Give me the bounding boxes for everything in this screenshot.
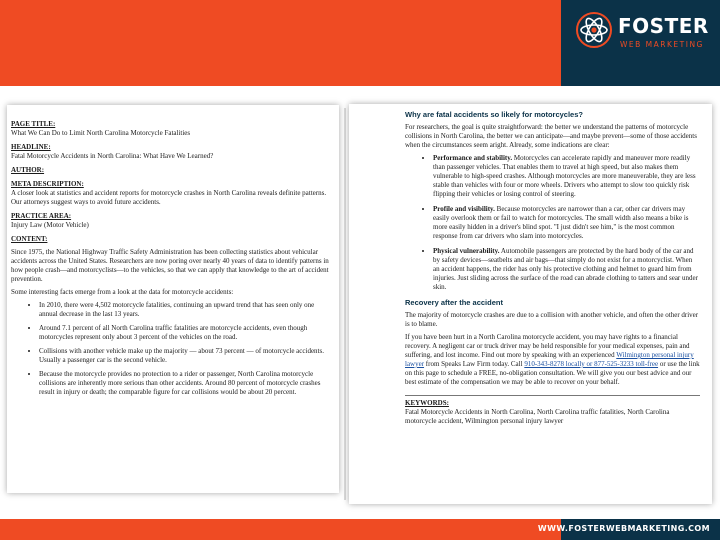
- field-content: [11, 235, 331, 244]
- field-practice-area: [11, 212, 331, 230]
- closing-text: from Speaks Law Firm today. Call: [425, 360, 523, 368]
- item-text: Motorcycles can accelerate rapidly and maneuver more readily than passenger vehicles. That enables them to travel at high speed, but also makes them vulnerable to high-speed crashes. Although motorcycles are more maneuverable, they are less stable than vehicles with four or more wheels. Drivers who attempt to slow too quickly risk flipping their vehicles or losing control of steering.: [433, 154, 696, 198]
- field-label: HEADLINE:: [11, 143, 51, 151]
- content-intro: Since 1975, the National Highway Traffic Safety Administration has been collecting statistics about vehicular accidents across the United States. Researchers are now poring over nearly 40 years of data to identify patterns in how people crash—and motorcyclists—to the vehicles, so that we can apply that knowledge to the art of accident prevention.: [11, 248, 329, 283]
- content-lead-in: Some interesting facts emerge from a look at the data for motorcycle accidents:: [11, 288, 234, 296]
- item-lead: Physical vulnerability.: [433, 247, 500, 255]
- field-page-title: [11, 120, 331, 138]
- brand-subtitle: WEB MARKETING: [620, 40, 704, 49]
- closing-text: If you have been hurt in a North Carolina motorcycle accident, you may have rights to a financial recovery. A negligent car or truck driver may be held responsible for your medical expenses, pain and suffering, and lost income. Find out more by speaking with an experienced: [405, 333, 690, 359]
- reasons-list: [405, 154, 700, 292]
- field-label: META DESCRIPTION:: [11, 180, 84, 188]
- item-lead: Performance and stability.: [433, 154, 513, 162]
- field-label: CONTENT:: [11, 235, 48, 243]
- field-author: [11, 166, 331, 175]
- list-item: [433, 154, 700, 199]
- list-item: [433, 247, 700, 292]
- field-value: What We Can Do to Limit North Carolina Motorcycle Fatalities: [11, 129, 191, 137]
- page-divider: [344, 108, 346, 500]
- field-value: Injury Law (Motor Vehicle): [11, 221, 89, 229]
- item-lead: Profile and visibility.: [433, 205, 495, 213]
- keywords-value: Fatal Motorcycle Accidents in North Carolina, North Carolina traffic fatalities, North Carolina motorcycle accident, Wilmington personal injury lawyer: [405, 408, 670, 425]
- footer-url-link[interactable]: WWW.FOSTERWEBMARKETING.COM: [537, 524, 710, 533]
- lawyer-link[interactable]: Wilmington personal injury lawyer: [405, 351, 694, 368]
- footer-accent-block: [0, 519, 561, 540]
- list-item: • Collisions with another vehicle make up the majority — about 73 percent — of motorcycle accidents. Usually a passenger car is the second vehicle.: [39, 347, 331, 365]
- atom-logo-icon: [574, 10, 614, 50]
- field-headline: [11, 143, 331, 161]
- closing-text: or use the link on this page to schedule a FREE, no-obligation consultation. We will give you our best advice and our best estimate of the compensation we may be able to recover on your behalf.: [405, 360, 700, 386]
- section-heading: Why are fatal accidents so likely for motorcycles?: [405, 110, 583, 119]
- field-label: AUTHOR:: [11, 166, 45, 174]
- field-meta-description: [11, 180, 331, 207]
- item-text: Because motorcycles are narrower than a car, other car drivers may easily overlook them or fail to watch for motorcycles. The small width also means a bike is more easily hidden in a driver's blind spot. "I just didn't see him," is the most common response from car drivers who slam into motorcycles.: [433, 205, 689, 240]
- brand-logo[interactable]: [574, 10, 714, 56]
- facts-list: [11, 301, 331, 397]
- document-page-right: [349, 104, 712, 504]
- document-page-left: [7, 105, 339, 493]
- header-accent-block: [0, 0, 561, 86]
- field-value: A closer look at statistics and accident reports for motorcycle crashes in North Carolina reveals definite patterns. Our attorneys suggest ways to avoid future accidents.: [11, 189, 327, 206]
- recovery-text: The majority of motorcycle crashes are due to a collision with another vehicle, and often the other driver is to blame.: [405, 311, 699, 328]
- brand-name: FOSTER: [618, 14, 709, 38]
- item-text: Automobile passengers are protected by the hard body of the car and by safety devices—seatbelts and air bags—that simply do not exist for a motorcyclist. When an accident happens, the rider has only his protective clothing and helmet to guard him from injuries. Just sliding across the surface of the road can abrade clothing to tatters and sear under skin.: [433, 247, 698, 291]
- phone-link[interactable]: 910-343-8278 locally or 877-525-3233 toll-free: [524, 360, 659, 368]
- field-value: Fatal Motorcycle Accidents in North Carolina: What Have We Learned?: [11, 152, 214, 160]
- field-label: PAGE TITLE:: [11, 120, 56, 128]
- list-item: • In 2010, there were 4,502 motorcycle fatalities, continuing an upward trend that has seen only one annual decrease in the last 13 years.: [39, 301, 331, 319]
- list-item: • Because the motorcycle provides no protection to a rider or passenger, North Carolina motorcycle collisions are inherently more serious than other accidents. Around 80 percent of motorcycle crashes result in injury or death; the comparable figure for car collisions would be about 20 percent.: [39, 370, 331, 397]
- list-item: [433, 205, 700, 241]
- keywords-label: KEYWORDS:: [405, 399, 449, 407]
- list-item: • Around 7.1 percent of all North Carolina traffic fatalities are motorcycle accidents, even though motorcycles represent only about 3 percent of the vehicles on the road.: [39, 324, 331, 342]
- keywords-divider: [405, 395, 700, 396]
- section-intro: For researchers, the goal is quite straightforward: the better we understand the patterns of motorcycle collisions in North Carolina, the better we can anticipate—and maybe prevent—some of those accidents when the circumstances seem aright. Already, some indications are clear:: [405, 123, 697, 149]
- recovery-heading: Recovery after the accident: [405, 298, 503, 307]
- field-label: PRACTICE AREA:: [11, 212, 72, 220]
- closing-paragraph: [405, 333, 700, 387]
